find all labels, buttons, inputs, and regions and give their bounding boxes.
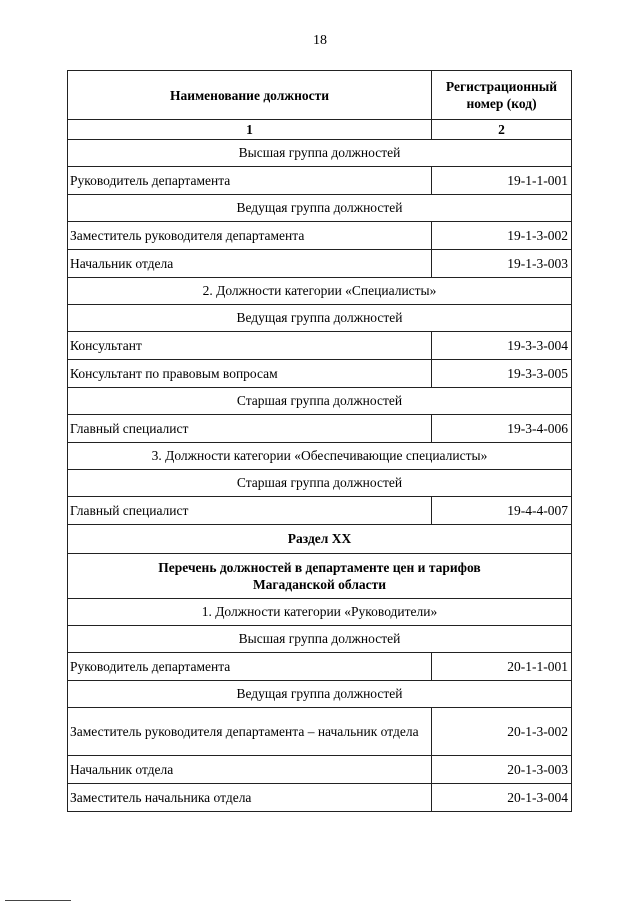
group-heading: 3. Должности категории «Обеспечивающие специалисты» <box>68 443 572 470</box>
position-name: Начальник отдела <box>68 756 432 784</box>
group-row <box>68 626 572 653</box>
group-heading: 2. Должности категории «Специалисты» <box>68 278 572 305</box>
position-name: Заместитель руководителя департамента <box>68 222 432 250</box>
position-name: Заместитель руководителя департамента – начальник отдела <box>68 708 432 756</box>
section-title-line1: Перечень должностей в департаменте цен и тарифов <box>158 560 481 575</box>
position-row <box>68 784 572 812</box>
position-code: 19-3-3-005 <box>432 360 572 388</box>
position-name: Руководитель департамента <box>68 167 432 195</box>
group-heading: Ведущая группа должностей <box>68 681 572 708</box>
position-row <box>68 497 572 525</box>
group-heading: Старшая группа должностей <box>68 388 572 415</box>
section-heading: Раздел XX <box>68 525 572 554</box>
column-index-row <box>68 120 572 140</box>
position-code: 20-1-3-004 <box>432 784 572 812</box>
group-row <box>68 305 572 332</box>
position-row <box>68 332 572 360</box>
group-row <box>68 195 572 222</box>
position-name: Заместитель начальника отдела <box>68 784 432 812</box>
group-row <box>68 140 572 167</box>
position-row <box>68 360 572 388</box>
group-row <box>68 388 572 415</box>
position-code: 19-4-4-007 <box>432 497 572 525</box>
position-row <box>68 167 572 195</box>
table-header-row <box>68 71 572 120</box>
page-number: 18 <box>313 33 327 48</box>
header-code-line2: номер (код) <box>466 96 537 111</box>
position-code: 19-3-4-006 <box>432 415 572 443</box>
group-heading: Высшая группа должностей <box>68 626 572 653</box>
group-heading: 1. Должности категории «Руководители» <box>68 599 572 626</box>
position-code: 19-1-1-001 <box>432 167 572 195</box>
section-title-line2: Магаданской области <box>252 577 387 592</box>
column-index-1: 1 <box>68 120 432 140</box>
position-code: 19-3-3-004 <box>432 332 572 360</box>
group-row <box>68 443 572 470</box>
position-row <box>68 653 572 681</box>
header-position-name: Наименование должности <box>68 71 432 120</box>
group-row <box>68 681 572 708</box>
positions-table <box>67 70 572 812</box>
group-row <box>68 470 572 497</box>
group-row <box>68 278 572 305</box>
group-heading: Высшая группа должностей <box>68 140 572 167</box>
position-code: 19-1-3-002 <box>432 222 572 250</box>
position-code: 20-1-3-003 <box>432 756 572 784</box>
group-heading: Ведущая группа должностей <box>68 305 572 332</box>
section-title-row <box>68 554 572 599</box>
position-row <box>68 250 572 278</box>
position-code: 19-1-3-003 <box>432 250 572 278</box>
position-name: Начальник отдела <box>68 250 432 278</box>
column-index-2: 2 <box>432 120 572 140</box>
group-heading: Ведущая группа должностей <box>68 195 572 222</box>
position-row <box>68 708 572 756</box>
position-row <box>68 756 572 784</box>
position-name: Руководитель департамента <box>68 653 432 681</box>
position-name: Консультант по правовым вопросам <box>68 360 432 388</box>
position-row <box>68 415 572 443</box>
header-code-line1: Регистрационный <box>445 79 558 94</box>
section-row <box>68 525 572 554</box>
positions-table-body <box>68 71 572 812</box>
section-title <box>68 554 572 599</box>
position-name: Главный специалист <box>68 415 432 443</box>
position-code: 20-1-3-002 <box>432 708 572 756</box>
position-code: 20-1-1-001 <box>432 653 572 681</box>
position-row <box>68 222 572 250</box>
header-registration-code <box>432 71 572 120</box>
footnote-divider <box>5 900 71 901</box>
group-heading: Старшая группа должностей <box>68 470 572 497</box>
position-name: Консультант <box>68 332 432 360</box>
position-name: Главный специалист <box>68 497 432 525</box>
group-row <box>68 599 572 626</box>
